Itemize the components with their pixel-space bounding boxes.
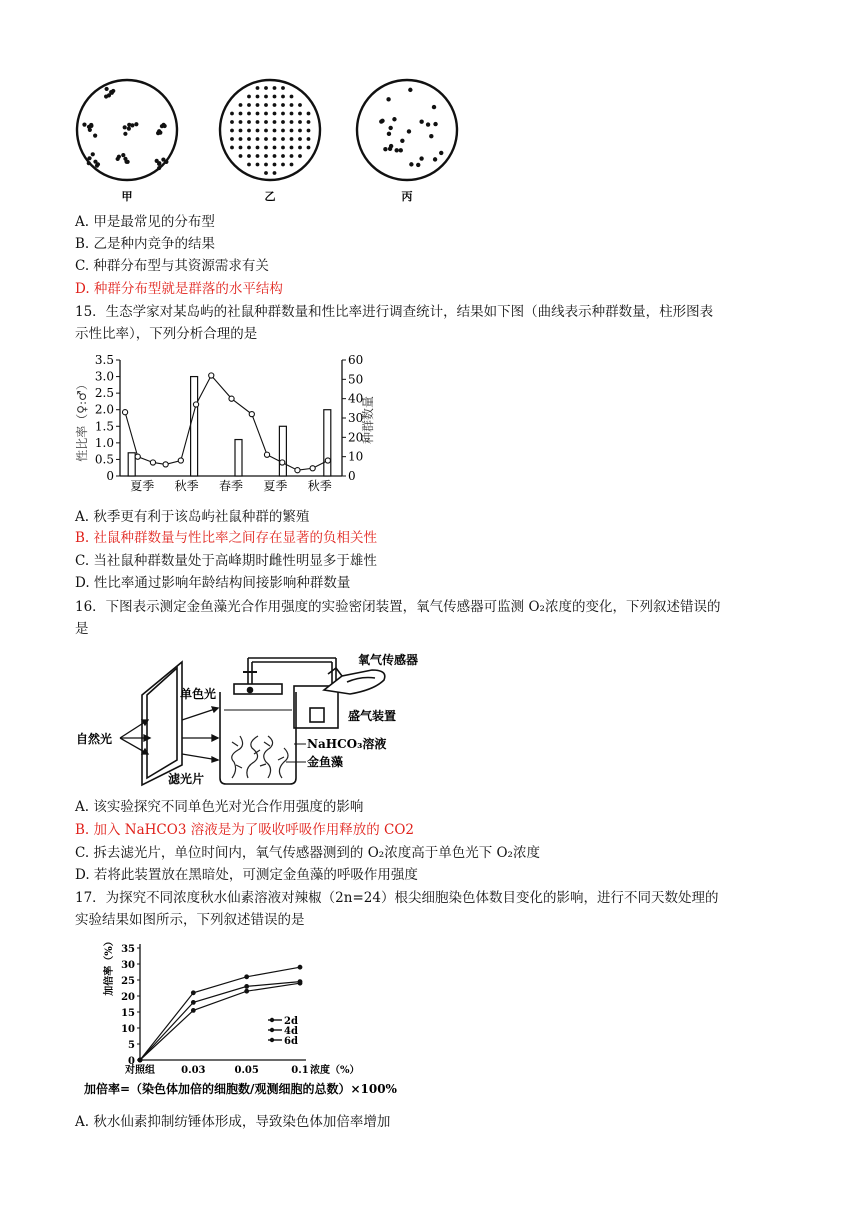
left-tick-label: 1.0 (94, 435, 114, 450)
dot (307, 112, 311, 116)
dot (264, 120, 268, 124)
q17-x-tick-label: 0.05 (234, 1065, 259, 1076)
dot (264, 129, 268, 133)
dot (281, 137, 285, 141)
q17-x-tick-label: 0.1 (291, 1065, 309, 1076)
q16-stem-2: 是 (75, 621, 89, 637)
tube (234, 658, 336, 694)
q17-legend-label: 4d (284, 1026, 298, 1037)
dot (256, 112, 260, 116)
q14-option-b: B. 乙是种内竞争的结果 (75, 236, 216, 252)
right-tick-label: 30 (348, 411, 364, 425)
q15-stem-1: 15．生态学家对某岛屿的社鼠种群数量和性比率进行调查统计，结果如下图（曲线表示种群数量，柱形图表 (75, 304, 714, 320)
dot (264, 112, 268, 116)
category-label: 秋季 (307, 479, 332, 493)
population-point (264, 452, 269, 457)
q17-legend-label: 2d (284, 1016, 298, 1027)
q17-y-tick-label: 20 (121, 992, 135, 1003)
dot (273, 103, 277, 107)
dot (264, 146, 268, 150)
dot (298, 120, 302, 124)
dot (419, 120, 423, 124)
dot (281, 120, 285, 124)
dot (161, 157, 165, 161)
dot (290, 163, 294, 167)
dot (273, 171, 277, 175)
dot (383, 147, 387, 151)
label-bing: 丙 (401, 190, 413, 203)
dot (247, 137, 251, 141)
dot (256, 120, 260, 124)
population-point (122, 410, 127, 415)
dot (256, 137, 260, 141)
dot (426, 122, 430, 126)
q17-x-tick-label: 对照组 (125, 1065, 155, 1076)
q17-legend-marker (270, 1038, 274, 1042)
q15-option-b: B. 社鼠种群数量与性比率之间存在显著的负相关性 (75, 530, 378, 546)
dot (416, 163, 420, 167)
q17-point-2d (298, 965, 303, 970)
sex-ratio-bar (324, 410, 331, 476)
goldfish-weed (232, 736, 288, 778)
dot (247, 112, 251, 116)
dot (290, 137, 294, 141)
dot (239, 146, 243, 150)
q17-xlabel: 浓度（%） (310, 1065, 360, 1076)
dot (273, 95, 277, 99)
dot (127, 123, 131, 127)
dot (307, 137, 311, 141)
dot (88, 128, 92, 132)
dot (123, 125, 127, 129)
q17-point-6d (244, 989, 249, 994)
light-arrows (120, 707, 218, 762)
dot (239, 129, 243, 133)
q17-formula: 加倍率=（染色体加倍的细胞数/观测细胞的总数）×100% (84, 1082, 397, 1096)
dot (281, 112, 285, 116)
dot (107, 93, 111, 97)
dot (124, 160, 128, 164)
dot (273, 129, 277, 133)
q17-point-4d (191, 1000, 196, 1005)
dot (134, 122, 138, 126)
dot (239, 137, 243, 141)
population-point (229, 396, 234, 401)
q17-y-tick-label: 25 (121, 976, 135, 987)
dot (264, 163, 268, 167)
right-tick-label: 40 (348, 391, 364, 406)
left-tick-label: 2.0 (94, 402, 114, 417)
q17-point-6d (191, 1008, 196, 1013)
doubling-rate-chart (72, 936, 402, 1098)
dot (439, 151, 443, 155)
dot (264, 103, 268, 107)
dot (273, 137, 277, 141)
distribution-circle (220, 80, 320, 180)
category-label: 夏季 (263, 479, 288, 493)
dot (230, 129, 234, 133)
q17-legend-marker (270, 1018, 274, 1022)
dot (264, 154, 268, 158)
left-tick-label: 0.5 (94, 452, 114, 467)
label-sensor: 氧气传感器 (358, 653, 419, 667)
dot (307, 146, 311, 150)
sex-ratio-bar (128, 453, 135, 476)
dot (127, 127, 131, 131)
population-point (249, 412, 254, 417)
q14-option-c: C. 种群分布型与其资源需求有关 (75, 258, 269, 274)
dot (256, 129, 260, 133)
dot (256, 95, 260, 99)
dot (256, 154, 260, 158)
dot (93, 160, 97, 164)
dot (409, 162, 413, 166)
dot (158, 131, 162, 135)
dot (281, 95, 285, 99)
q15-left-axis-label: 性比率（♀:♂） (75, 378, 89, 462)
dot (388, 126, 392, 130)
dot (111, 89, 115, 93)
dot (155, 159, 159, 163)
dot (419, 156, 423, 160)
dot (281, 103, 285, 107)
q17-legend-marker (270, 1028, 274, 1032)
dot (273, 112, 277, 116)
q14-option-d: D. 种群分布型就是群落的水平结构 (75, 281, 283, 297)
q17-point-6d (138, 1058, 143, 1063)
dot (93, 134, 97, 138)
dot (433, 122, 437, 126)
q17-legend-label: 6d (284, 1036, 298, 1047)
q15-option-a: A. 秋季更有利于该岛屿社鼠种群的繁殖 (75, 509, 310, 525)
dot (230, 146, 234, 150)
left-tick-label: 3.0 (94, 369, 114, 384)
dot (123, 132, 127, 136)
q17-ylabel: 加倍率（%） (104, 936, 115, 996)
population-point (310, 466, 315, 471)
dot (89, 124, 93, 128)
dot (429, 134, 433, 138)
right-tick-label: 0 (348, 469, 356, 483)
dot (247, 146, 251, 150)
q17-stem-1: 17．为探究不同浓度秋水仙素溶液对辣椒（2n=24）根尖细胞染色体数目变化的影响，进行不同天数处理的 (75, 890, 719, 906)
dot (281, 146, 285, 150)
left-tick-label: 1.5 (94, 419, 114, 434)
dot (394, 148, 398, 152)
dot (105, 87, 109, 91)
q17-series-line-4d (140, 982, 300, 1060)
dot (230, 120, 234, 124)
q17-x-tick-label: 0.03 (181, 1065, 206, 1076)
left-tick-label: 3.5 (94, 353, 114, 367)
dot (256, 163, 260, 167)
dot (298, 154, 302, 158)
dot (307, 129, 311, 133)
dot (121, 153, 125, 157)
dot (290, 112, 294, 116)
q15-right-axis-label: 种群数量 (361, 395, 375, 445)
dot (247, 154, 251, 158)
dot (380, 119, 384, 123)
filter-plate (142, 662, 182, 785)
dot (281, 163, 285, 167)
dot (247, 163, 251, 167)
q15-option-c: C. 当社鼠种群数量处于高峰期时雌性明显多于雄性 (75, 553, 377, 569)
q17-y-tick-label: 5 (128, 1040, 135, 1051)
dot (400, 139, 404, 143)
dot (239, 154, 243, 158)
dot (389, 144, 393, 148)
population-point (280, 460, 285, 465)
dot (387, 132, 391, 136)
dot (87, 156, 91, 160)
q17-point-4d (244, 984, 249, 989)
dot (399, 148, 403, 152)
right-tick-label: 60 (348, 353, 364, 367)
q17-y-tick-label: 15 (121, 1008, 135, 1019)
dot (87, 161, 91, 165)
dot (386, 97, 390, 101)
dot (273, 154, 277, 158)
dot (161, 123, 165, 127)
q15-stem-2: 示性比率），下列分析合理的是 (75, 326, 258, 342)
category-label: 夏季 (130, 479, 155, 493)
sex-ratio-chart (72, 350, 392, 496)
dot (290, 154, 294, 158)
label-yi: 乙 (264, 190, 276, 203)
population-point (193, 402, 198, 407)
dot (298, 146, 302, 150)
distribution-diagram (72, 78, 472, 208)
category-label: 春季 (218, 479, 244, 493)
dot (273, 120, 277, 124)
dot (264, 86, 268, 90)
dot (273, 86, 277, 90)
distribution-circle (77, 80, 177, 180)
dot (256, 146, 260, 150)
dot (407, 129, 411, 133)
q17-y-tick-label: 10 (121, 1024, 135, 1035)
sex-ratio-bar (279, 426, 286, 476)
dot (281, 86, 285, 90)
dot (392, 117, 396, 121)
dot (264, 171, 268, 175)
dot (256, 86, 260, 90)
dot (116, 157, 120, 161)
dot (239, 120, 243, 124)
dot (433, 157, 437, 161)
dot (290, 95, 294, 99)
right-tick-label: 50 (348, 372, 364, 387)
q17-point-2d (244, 974, 249, 979)
dot (298, 129, 302, 133)
label-solution: NaHCO₃溶液 (307, 737, 387, 751)
q16-stem-1: 16．下图表示测定金鱼藻光合作用强度的实验密闭装置，氧气传感器可监测 O₂浓度的变化，下列叙述错误的 (75, 599, 721, 615)
dot (157, 166, 161, 170)
dot (432, 105, 436, 109)
population-point (178, 458, 183, 463)
dot (290, 129, 294, 133)
dot (298, 112, 302, 116)
dot (264, 137, 268, 141)
dot (239, 112, 243, 116)
q16-option-d: D. 若将此装置放在黑暗处，可测定金鱼藻的呼吸作用强度 (75, 867, 418, 883)
dot (247, 129, 251, 133)
label-gas-device: 盛气装置 (348, 709, 397, 723)
population-line (125, 375, 328, 470)
q14-option-a: A. 甲是最常见的分布型 (75, 214, 215, 230)
dot (91, 152, 95, 156)
q17-y-tick-label: 30 (121, 960, 135, 971)
dot (247, 103, 251, 107)
q17-series-line-2d (140, 967, 300, 1060)
distribution-circle (357, 80, 457, 180)
label-filter: 滤光片 (168, 772, 205, 786)
q15-option-d: D. 性比率通过影响年龄结构间接影响种群数量 (75, 575, 351, 591)
label-natural-light: 自然光 (76, 732, 113, 746)
dot (290, 146, 294, 150)
label-plant: 金鱼藻 (307, 755, 344, 769)
apparatus-diagram (72, 650, 432, 790)
label-mono-light: 单色光 (180, 687, 217, 701)
dot (256, 103, 260, 107)
q17-y-tick-label: 0 (128, 1056, 135, 1067)
population-point (150, 460, 155, 465)
population-point (163, 462, 168, 467)
dot (298, 137, 302, 141)
q16-option-c: C. 拆去滤光片，单位时间内，氧气传感器测到的 O₂浓度高于单色光下 O₂浓度 (75, 845, 540, 861)
dot (230, 137, 234, 141)
dot (273, 163, 277, 167)
q17-option-a: A. 秋水仙素抑制纺锤体形成，导致染色体加倍率增加 (75, 1114, 391, 1130)
dot (290, 103, 294, 107)
q17-stem-2: 实验结果如图所示，下列叙述错误的是 (75, 912, 305, 928)
dot (247, 95, 251, 99)
q16-option-b: B. 加入 NaHCO3 溶液是为了吸收呼吸作用释放的 CO2 (75, 822, 414, 838)
left-tick-label: 0 (106, 469, 114, 483)
dot (230, 112, 234, 116)
population-point (135, 454, 140, 459)
sex-ratio-bar (191, 377, 198, 476)
dot (307, 120, 311, 124)
population-point (295, 468, 300, 473)
dot (82, 123, 86, 127)
dot (290, 120, 294, 124)
q16-option-a: A. 该实验探究不同单色光对光合作用强度的影响 (75, 799, 364, 815)
population-point (209, 373, 214, 378)
dot (264, 95, 268, 99)
dot (273, 146, 277, 150)
dot (281, 129, 285, 133)
dot (247, 120, 251, 124)
beaker (220, 692, 296, 784)
label-jia: 甲 (121, 190, 133, 203)
dot (239, 103, 243, 107)
right-tick-label: 20 (348, 430, 364, 445)
dot (281, 154, 285, 158)
q17-y-tick-label: 35 (121, 944, 135, 955)
population-point (325, 458, 330, 463)
q17-point-2d (191, 990, 196, 995)
q17-point-6d (298, 981, 303, 986)
right-tick-label: 10 (348, 449, 364, 464)
sex-ratio-bar (235, 440, 242, 476)
dot (408, 88, 412, 92)
dot (298, 103, 302, 107)
category-label: 秋季 (174, 479, 199, 493)
left-tick-label: 2.5 (94, 386, 114, 401)
